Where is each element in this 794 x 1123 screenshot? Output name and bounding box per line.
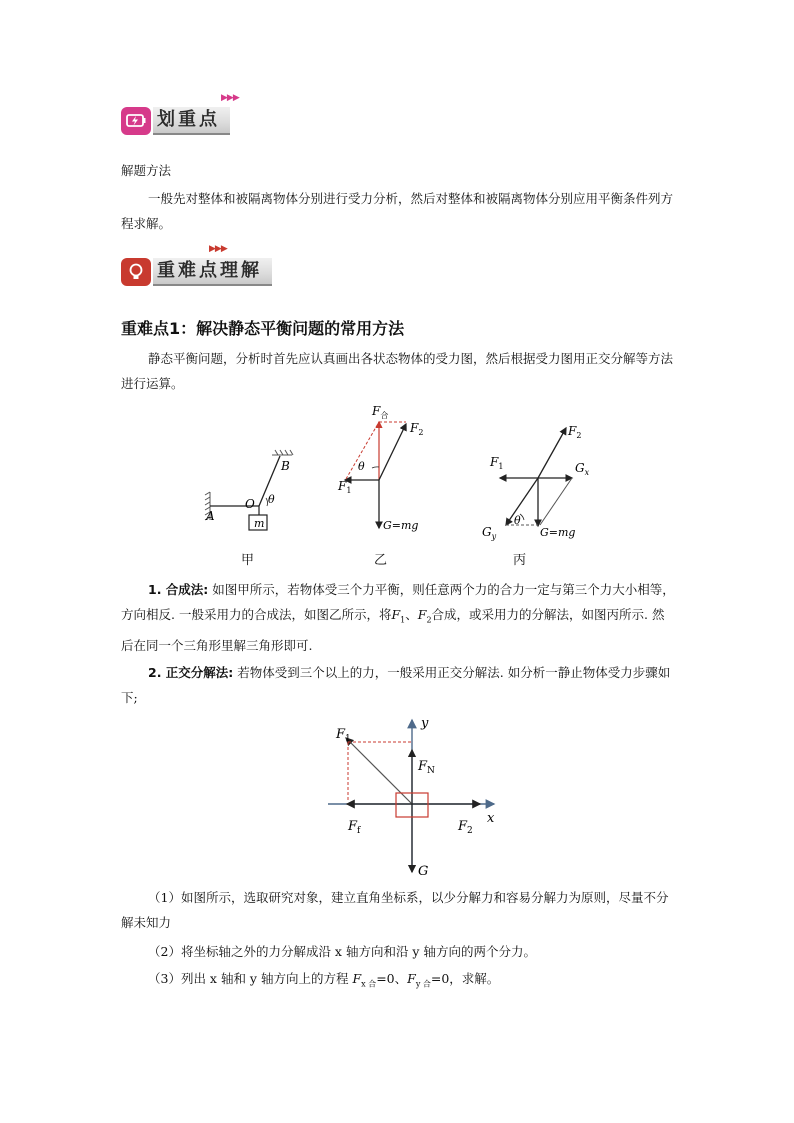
step1-paragraph: （1）如图所示，选取研究对象，建立直角坐标系，以少分解力和容易分解力为原则，尽量不分解未知力 [121, 890, 669, 930]
caption-yi: 乙 [374, 553, 388, 568]
symbol-f2: F [417, 607, 427, 622]
subheading: 重难点1：解决静态平衡问题的常用方法 [121, 319, 405, 338]
label-b: B [281, 459, 290, 473]
label-f1: $F_1$ [490, 455, 504, 471]
symbol-fx: F [352, 971, 362, 986]
label-a: A [206, 509, 215, 523]
label-theta: θ [268, 493, 275, 506]
triangle-arrows-icon: ▶▶▶ [221, 93, 239, 103]
label-f2: $F_2$ [458, 819, 473, 836]
method2-text: 若物体受到三个以上的力，一般采用正交分解法. 如分析一静止物体受力步骤如下; [121, 665, 671, 705]
figure-jia [200, 448, 310, 543]
method1-text-b: 、 [405, 607, 418, 622]
method-heading: 解题方法 [121, 163, 172, 178]
method2-label: 2. 正交分解法: [148, 665, 234, 680]
label-g: G=mg [383, 519, 419, 532]
method-paragraph: 一般先对整体和被隔离物体分别进行受力分析，然后对整体和被隔离物体分别应用平衡条件列方程求解。 [121, 191, 674, 231]
symbol-f1: F [391, 607, 401, 622]
label-theta: θ [358, 460, 365, 473]
label-f2: $F_2$ [410, 421, 424, 437]
figure-bing [478, 420, 598, 545]
label-f1: $F_1$ [338, 479, 352, 495]
label-ff: $F_f$ [348, 819, 361, 836]
symbol-f2-sub: 2 [426, 615, 432, 625]
symbol-f1-sub: 1 [400, 615, 406, 625]
label-f-he: $F_合$ [372, 404, 389, 420]
method1-paragraph [121, 577, 675, 658]
banner-difficult-points-title: 重难点理解 [153, 258, 272, 286]
symbol-fx-sub: x 合 [361, 979, 377, 989]
label-g: G=mg [540, 526, 576, 539]
method1-text-c: 合成，或采用力的分解法，如图丙所示. 然后在同一个三角形里解三角形即可. [121, 607, 665, 653]
label-m: m [254, 517, 265, 530]
method2-paragraph [121, 660, 675, 710]
label-o: O [245, 497, 255, 511]
figure-axes [322, 712, 507, 882]
label-theta: θ [514, 514, 521, 527]
banner-key-points-title: 划重点 [153, 107, 230, 135]
label-y-axis: y [421, 716, 429, 731]
label-gx: $G_x$ [575, 461, 590, 477]
label-g: G [418, 864, 429, 879]
label-f2: $F_2$ [568, 424, 582, 440]
figure-yi [334, 400, 434, 540]
method1-text-a: 如图甲所示，若物体受三个力平衡，则任意两个力的合力一定与第三个力大小相等，方向相反. 一般采用力的合成法，如图乙所示，将 [121, 582, 675, 622]
step3-paragraph [121, 966, 675, 997]
step3-text-a: （3）列出 x 轴和 y 轴方向上的方程 [148, 971, 353, 986]
lightning-icon [121, 107, 151, 135]
label-x-axis: x [487, 811, 495, 826]
intro-paragraph: 静态平衡问题，分析时首先应认真画出各状态物体的受力图，然后根据受力图用正交分解等方法进行运算。 [121, 351, 674, 391]
banner-difficult-points [121, 244, 272, 286]
symbol-fy: F [407, 971, 416, 986]
label-gy: $G_y$ [482, 525, 497, 541]
caption-jia: 甲 [241, 553, 255, 568]
step3-text-c: =0，求解。 [430, 971, 500, 986]
triangle-arrows-icon: ▶▶▶ [209, 244, 227, 254]
banner-key-points [121, 93, 239, 135]
lightbulb-icon [121, 258, 151, 286]
method1-label: 1. 合成法: [148, 582, 209, 597]
symbol-fy-sub: y 合 [415, 979, 431, 989]
label-fn: $F_N$ [418, 759, 435, 776]
step2-paragraph: （2）将坐标轴之外的力分解成沿 x 轴方向和沿 y 轴方向的两个分力。 [148, 944, 536, 959]
label-f1: $F_1$ [336, 727, 351, 744]
caption-bing: 丙 [513, 553, 527, 568]
step3-text-b: =0、 [376, 971, 408, 986]
